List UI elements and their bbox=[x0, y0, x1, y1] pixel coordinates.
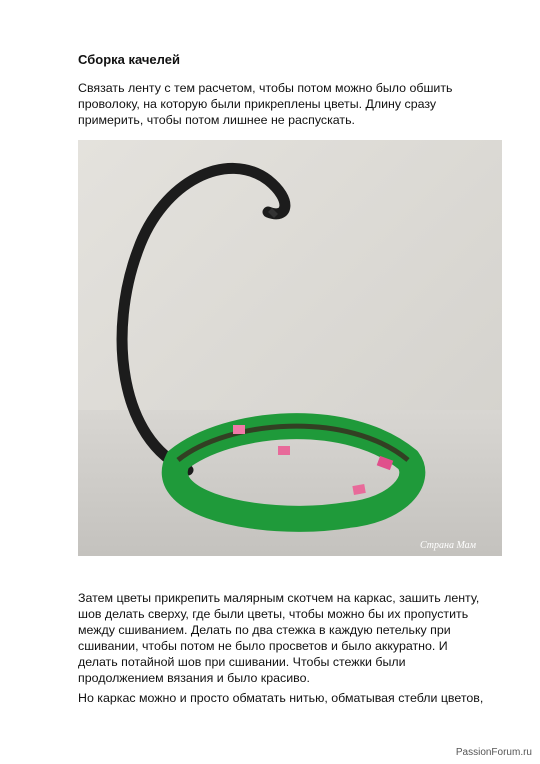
paragraph-instructions: Затем цветы прикрепить малярным скотчем на каркас, зашить ленту, шов делать сверху, где были цветы, чтобы можно бы их пропустить между сшиванием. Делать по два стежка в каждую петельку при сшивании, чтобы потом не было просветов и было аккуратно. И делать потайной шов при сшивании. Чтобы стежки были продолжением вязания и было красиво. bbox=[78, 591, 480, 685]
paragraph-alternative: Но каркас можно и просто обматать нитью, обматывая стебли цветов, bbox=[78, 691, 484, 705]
paragraph-intro: Связать ленту с тем расчетом, чтобы потом можно было обшить проволоку, на которую были прикреплены цветы. Длину сразу примерить, чтобы потом лишнее не распускать. bbox=[78, 81, 453, 127]
photo-watermark: Страна Мам bbox=[420, 540, 477, 551]
site-watermark: PassionForum.ru bbox=[455, 747, 532, 758]
photo-illustration bbox=[78, 140, 502, 556]
section-heading: Сборка качелей bbox=[78, 52, 180, 67]
swing-frame-photo bbox=[78, 140, 502, 556]
